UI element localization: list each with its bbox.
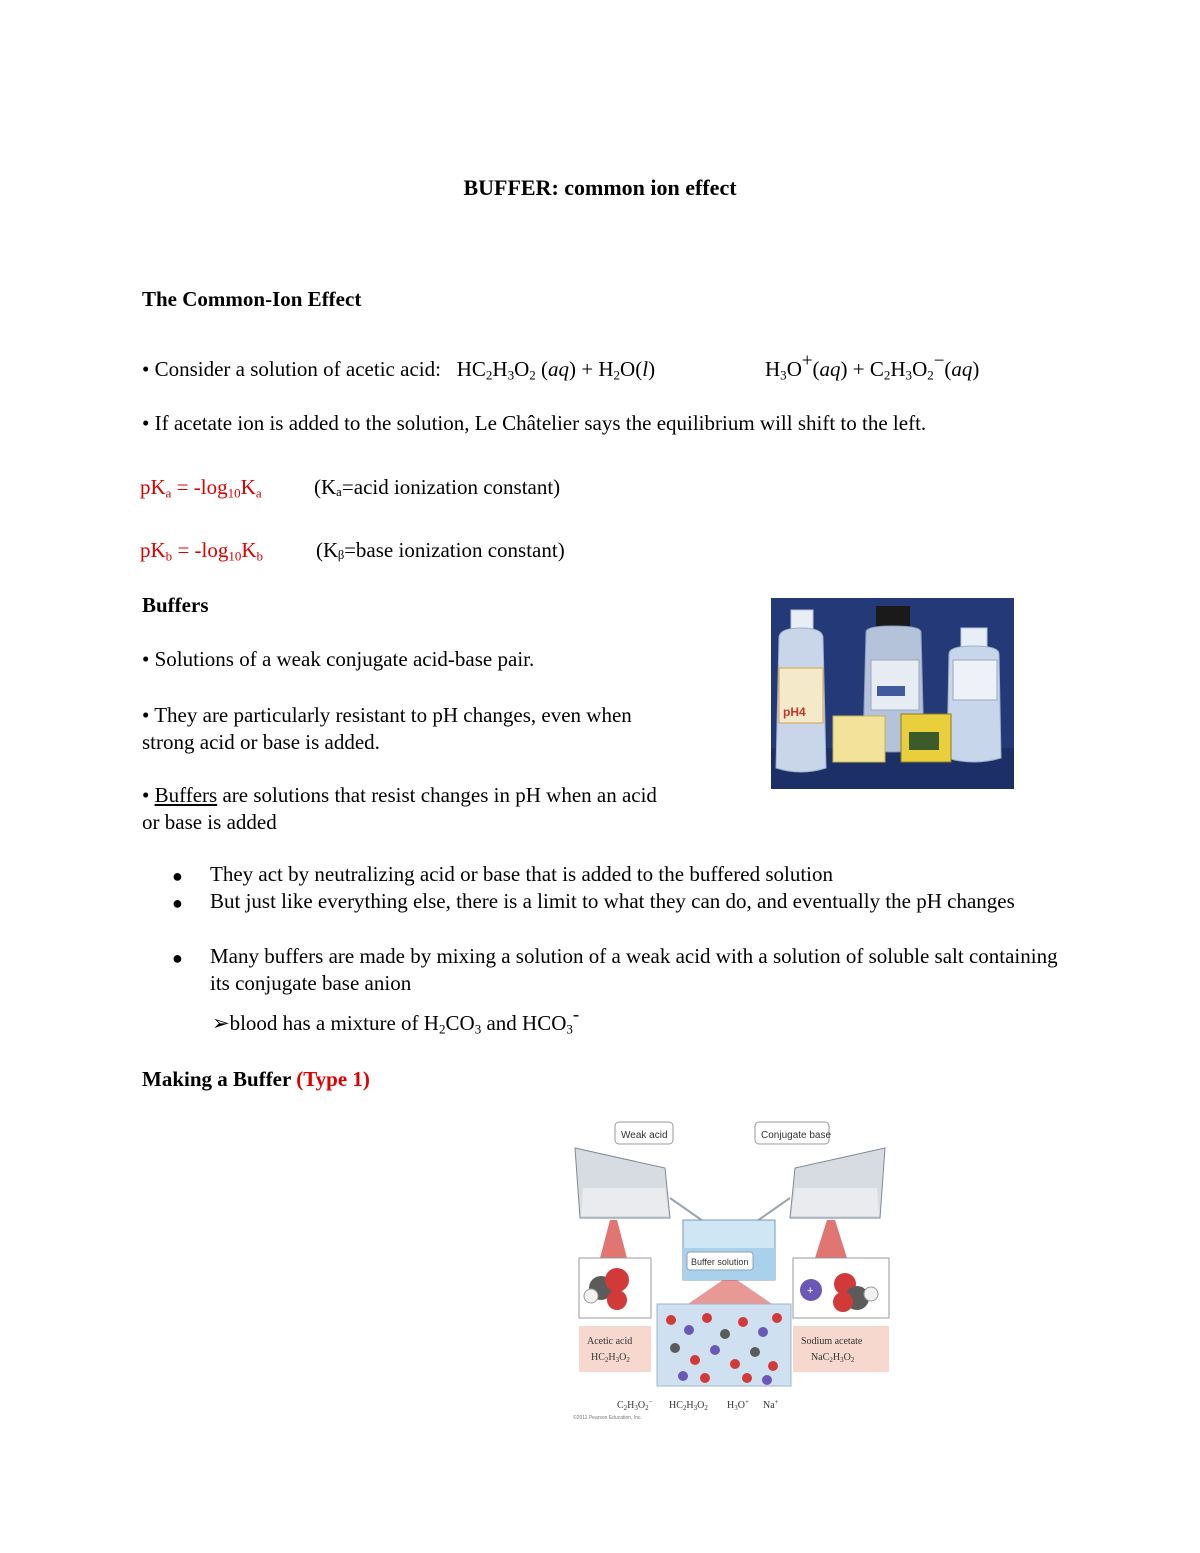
diagram-credit: ©2011 Pearson Education, Inc. bbox=[573, 1415, 642, 1421]
sodium-acetate-formula: $NaC_2H_3O_2$ bbox=[811, 1352, 855, 1364]
section-heading-buffers: Buffers bbox=[142, 593, 209, 617]
making-buffer-text: Making a Buffer bbox=[142, 1067, 291, 1091]
sodium-ion-plus: + bbox=[807, 1285, 814, 1297]
bullet-acetic-acid bbox=[142, 356, 655, 382]
species-acetic-acid: $HC_2H_3O_2$ bbox=[669, 1400, 708, 1412]
section-heading-common-ion: The Common-Ion Effect bbox=[142, 287, 362, 311]
type-label: (Type 1) bbox=[296, 1067, 370, 1091]
sub-bullet-and: and HCO bbox=[481, 1011, 567, 1035]
list-bullet-dot: ● bbox=[172, 948, 183, 968]
bullet-weak-pair: • Solutions of a weak conjugate acid-base pair. bbox=[142, 647, 535, 671]
sub-bullet-blood: ➢blood has a mixture of $H_2CO_3$ and $HCO_3^-$ bbox=[212, 1004, 580, 1037]
making-buffer-diagram bbox=[565, 1108, 895, 1423]
sub-bullet-co: CO bbox=[445, 1011, 475, 1035]
species-sodium: Na+ bbox=[763, 1398, 779, 1411]
acetic-acid-label: Acetic acid bbox=[587, 1336, 633, 1347]
pka-note: (Kₐ=acid ionization constant) bbox=[314, 475, 561, 499]
list-bullet-dot: ● bbox=[172, 893, 183, 913]
buffers-term: Buffers bbox=[154, 783, 218, 807]
list-item: They act by neutralizing acid or base that is added to the buffered solution bbox=[210, 862, 833, 886]
buffer-solution-label: Buffer solution bbox=[691, 1257, 749, 1267]
species-acetate: $C_2H_3O_2^-$ bbox=[617, 1398, 653, 1412]
ph4-label: pH4 bbox=[783, 705, 806, 719]
section-heading-making-buffer bbox=[142, 1066, 370, 1092]
species-hydronium: $H_3O^+$ bbox=[727, 1398, 749, 1412]
bullet-resistant-line1: • They are particularly resistant to pH changes, even when bbox=[142, 703, 632, 727]
pkb-formula: $pK_b = -\log_{10}K_b$ bbox=[140, 538, 264, 564]
page-title: BUFFER: common ion effect bbox=[463, 175, 737, 200]
pkb-note: (Kᵦ=base ionization constant) bbox=[316, 538, 565, 562]
bullet-le-chatelier: • If acetate ion is added to the solution, Le Châtelier says the equilibrium will shift to the left. bbox=[142, 411, 927, 435]
minus-sup: - bbox=[572, 1004, 580, 1026]
list-item: Many buffers are made by mixing a solution of a weak acid with a solution of soluble salt containing its conjugate base anion bbox=[210, 944, 1058, 995]
list-bullet-dot: ● bbox=[172, 866, 183, 886]
buffer-bottles-photo bbox=[771, 598, 1014, 789]
equation-products: $H_3O^+(aq) + C_2H_3O_2^-(aq)$ bbox=[765, 350, 980, 383]
sub-bullet-lead: ➢blood has a mixture of H bbox=[212, 1011, 439, 1035]
acetic-acid-formula: $HC_2H_3O_2$ bbox=[591, 1352, 630, 1364]
list-item: But just like everything else, there is a limit to what they can do, and eventually the pH changes bbox=[210, 889, 1015, 913]
bullet-definition-line1 bbox=[142, 782, 657, 808]
bullet-resistant-line2: strong acid or base is added. bbox=[142, 730, 380, 754]
pka-formula: $pK_a = -\log_{10}K_a$ bbox=[140, 475, 262, 501]
bullet-definition-rest: are solutions that resist changes in pH when an acid bbox=[217, 783, 657, 807]
equation-reactants: $HC_2H_3O_2$ $(aq) + H_2O(l)$ bbox=[446, 357, 656, 383]
conjugate-base-label: Conjugate base bbox=[761, 1130, 832, 1141]
bullet-definition-prefix: • bbox=[142, 783, 155, 807]
sodium-acetate-label: Sodium acetate bbox=[801, 1336, 863, 1347]
bullet-acetic-acid-lead: • Consider a solution of acetic acid: bbox=[142, 357, 441, 381]
bullet-definition-line2: or base is added bbox=[142, 810, 277, 834]
weak-acid-label: Weak acid bbox=[621, 1130, 668, 1141]
